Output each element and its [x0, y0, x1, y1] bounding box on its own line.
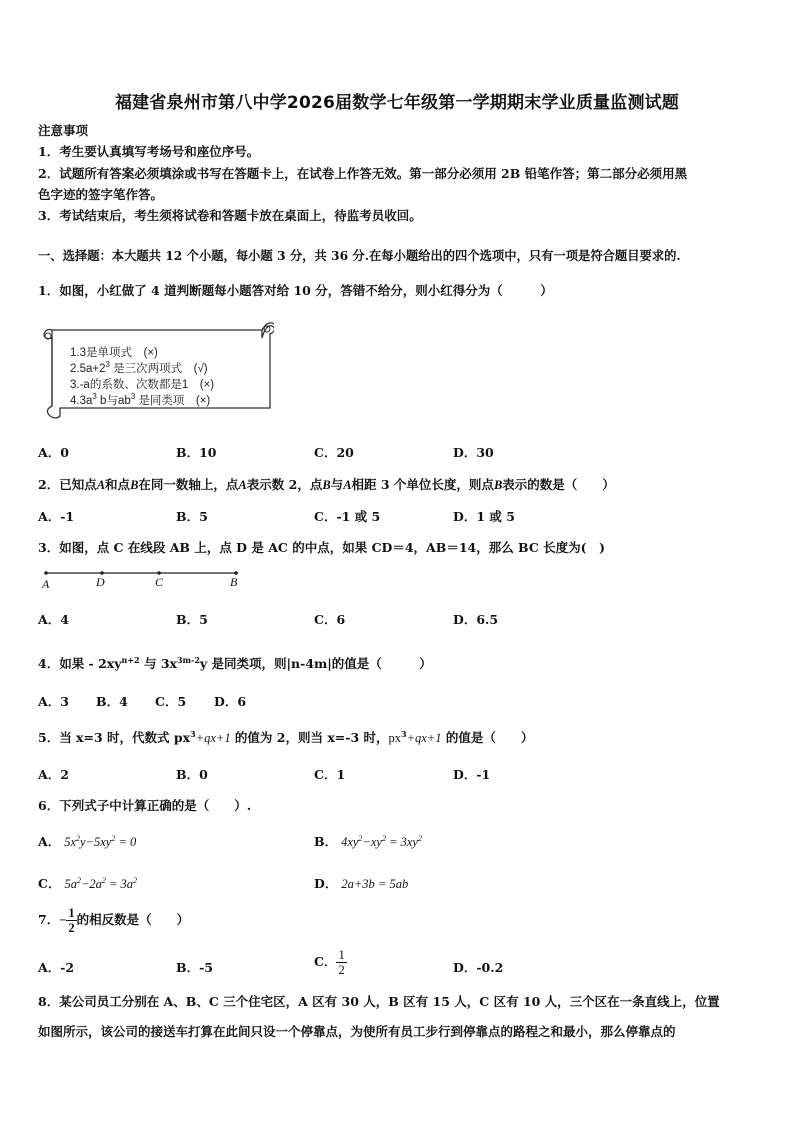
q2-option-a: A．-1 [38, 509, 75, 524]
q1-option-c: C．20 [314, 445, 354, 460]
point-label-b: B [230, 575, 238, 589]
question-3-stem: 3．如图，点 C 在线段 AB 上，点 D 是 AC 的中点，如果 CD＝4，AB＝14，那么 BC 长度为( ) [38, 540, 605, 555]
q1-option-a: A．0 [38, 445, 69, 460]
q7-option-d: D．-0.2 [453, 960, 504, 975]
q4-option-b: B．4 [96, 694, 128, 709]
point-label-d: D [96, 575, 105, 589]
q7-option-b: B．-5 [176, 960, 213, 975]
question-5-stem: 5．当 x=3 时，代数式 $px^3+qx+1$ 的值为 2，则当 x=-3 时，$px^3+qx+1$ 的值是（ ） [38, 728, 534, 745]
q3-option-b: B．5 [176, 612, 208, 627]
point-label-c: C [155, 575, 164, 589]
q3-option-d: D．6.5 [453, 612, 499, 627]
q5-option-a: A．2 [38, 767, 69, 782]
notice-item: 3．考试结束后，考生须将试卷和答题卡放在桌面上，待监考员收回。 [38, 208, 422, 223]
q1-option-d: D．30 [453, 445, 494, 460]
section-heading: 一、选择题：本大题共 12 个小题，每小题 3 分，共 36 分.在每小题给出的四个选项中，只有一项是符合题目要求的. [38, 248, 681, 263]
scroll-line-2: $2.5a+2^3$ 是三次两项式 (√) [70, 360, 208, 375]
q2-option-c: C．-1 或 5 [314, 509, 381, 524]
q4-option-a: A．3 [38, 694, 69, 709]
q5-option-d: D．-1 [453, 767, 491, 782]
question-8-line-2: 如图所示，该公司的接送车打算在此间只设一个停靠点，为使所有员工步行到停靠点的路程之和最小，那么停靠点的 [38, 1024, 676, 1039]
scroll-line-1: 1.3是单项式 (×) [70, 347, 158, 359]
q4-option-c: C．5 [155, 694, 187, 709]
question-8-line-1: 8．某公司员工分别在 A、B、C 三个住宅区，A 区有 30 人，B 区有 15 人，C 区有 10 人，三个区在一条直线上，位置 [38, 994, 720, 1009]
q7-option-a: A．-2 [38, 960, 75, 975]
q5-option-c: C．1 [314, 767, 346, 782]
q6-option-d: D． 2a+3b = 5ab [314, 876, 409, 891]
q5-option-b: B．0 [176, 767, 208, 782]
q4-option-d: D．6 [214, 694, 247, 709]
q2-option-b: B．5 [176, 509, 208, 524]
question-7-stem: 7．− $\frac{1}{2}$ 的相反数是（ ） [38, 906, 190, 935]
scroll-line-4: $4.3a^3$ b与$ab^3$ 是同类项 (×) [70, 392, 211, 407]
q7-option-c: C． $\frac{1}{2}$ [314, 948, 345, 977]
question-4-stem: 4．如果 - $2xy^{n+2}$ 与 $3x^{3m-2}y$ 是同类项，则|n-4m|的值是（ ） [38, 654, 432, 671]
q6-option-c: C． $5a^2-2a^2 = 3a^2$ [38, 875, 138, 891]
q6-option-b: B． $4xy^2-xy^2 = 3xy^2$ [314, 833, 422, 849]
q1-option-b: B．10 [176, 445, 217, 460]
q3-option-a: A．4 [38, 612, 69, 627]
segment-figure [38, 566, 248, 594]
page-title: 福建省泉州市第八中学2026届数学七年级第一学期期末学业质量监测试题 [114, 93, 680, 113]
q6-option-a: A． $5x^2y-5xy^2 = 0$ [38, 833, 137, 849]
point-label-a: A [42, 577, 50, 591]
notice-heading: 注意事项 [38, 123, 89, 138]
q3-option-c: C．6 [314, 612, 346, 627]
notice-item: 1．考生要认真填写考场号和座位序号。 [38, 144, 260, 159]
notice-item: 色字迹的签字笔作答。 [38, 187, 164, 202]
notice-item: 2．试题所有答案必须填涂或书写在答题卡上，在试卷上作答无效。第一部分必须用 2B 铅笔作答；第二部分必须用黑 [38, 166, 688, 181]
question-6-stem: 6．下列式子中计算正确的是（ ）. [38, 798, 252, 813]
question-2-stem: 2．已知点A和点B在同一数轴上，点A表示数 2，点B与A相距 3 个单位长度，则点B表示的数是（ ） [38, 477, 615, 492]
fraction: $\frac{1}{2}$ [68, 906, 75, 935]
question-1-stem: 1．如图，小红做了 4 道判断题每小题答对给 10 分，答错不给分，则小红得分为（ ） [38, 283, 553, 298]
scroll-line-3: 3.-a的系数、次数都是1 (×) [70, 379, 215, 391]
q2-option-d: D．1 或 5 [453, 509, 515, 524]
